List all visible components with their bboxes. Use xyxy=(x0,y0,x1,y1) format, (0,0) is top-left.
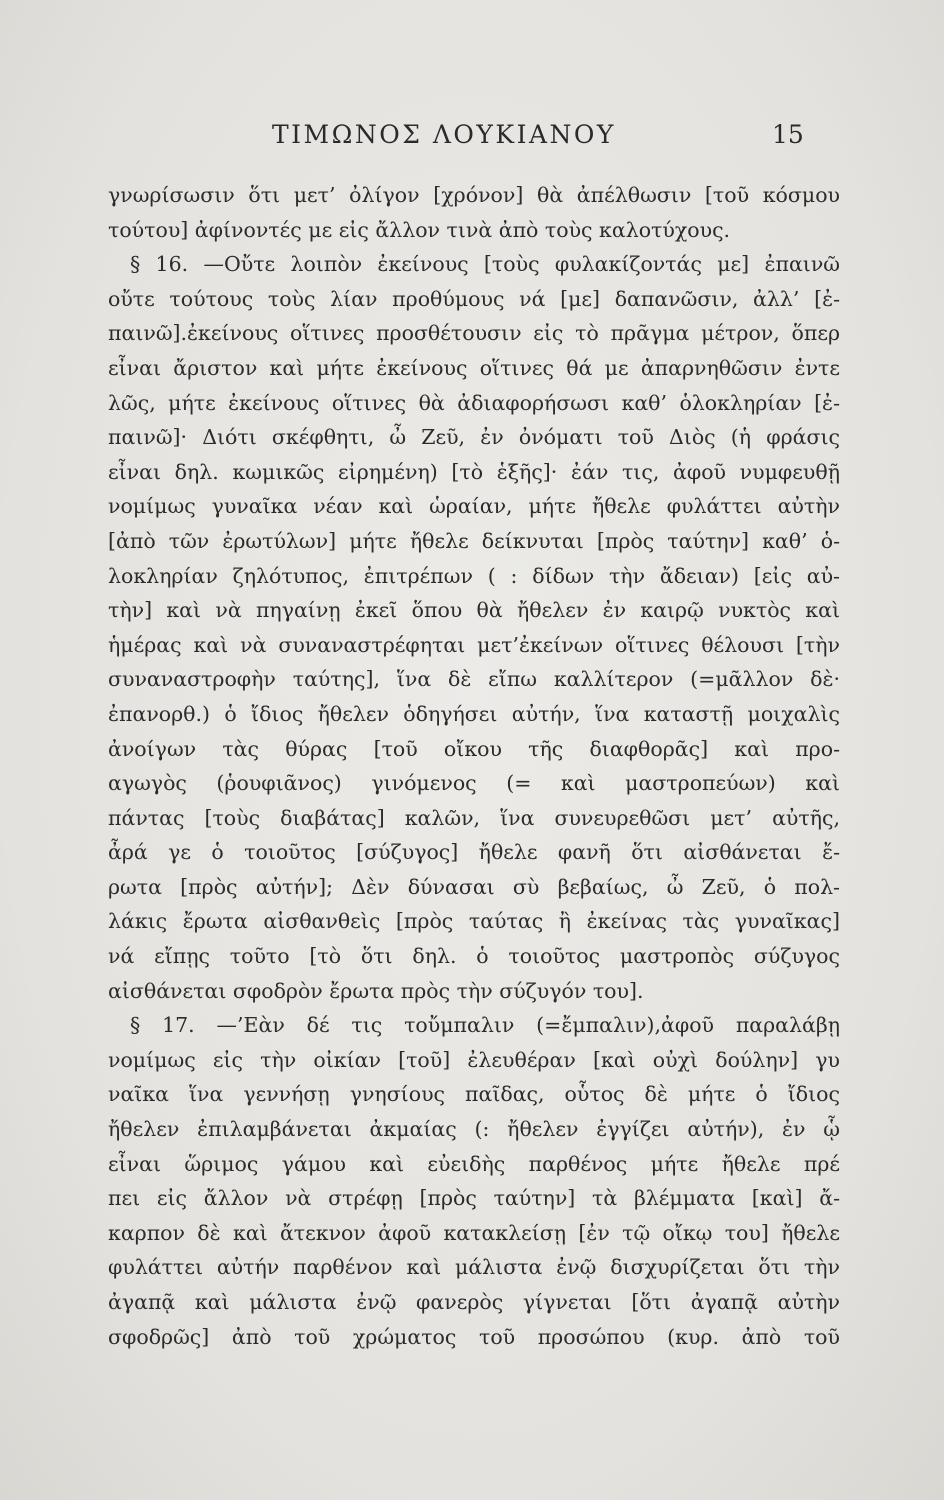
text-line: συναναστροφὴν ταύτης], ἵνα δὲ εἴπω καλλίτερον (=μᾶλλον δὲ· xyxy=(108,667,840,692)
text-line: λοκληρίαν ζηλότυπος, ἐπιτρέπων ( : δίδων τὴν ἄδειαν) [εἰς αὐ- xyxy=(108,563,840,588)
text-line: καρπον δὲ καὶ ἄτεκνον ἀφοῦ κατακλείσῃ [ἐν τῷ οἴκῳ του] ἤθελε xyxy=(108,1220,840,1245)
text-line: ἀνοίγων τὰς θύρας [τοῦ οἴκου τῆς διαφθορᾶς] καὶ προ- xyxy=(108,736,840,761)
text-line: ναῖκα ἵνα γεννήσῃ γνησίους παῖδας, οὗτος δὲ μήτε ὁ ἴδιος xyxy=(108,1082,840,1107)
text-line: ἀγαπᾷ καὶ μάλιστα ἐνῷ φανερὸς γίγνεται [ὅτι ἀγαπᾷ αὐτὴν xyxy=(108,1290,840,1314)
text-line: ἤθελεν ἐπιλαμβάνεται ἀκμαίας (: ἤθελεν ἐγγίζει αὐτήν), ἐν ᾧ xyxy=(108,1117,840,1142)
text-line: φυλάττει αὐτήν παρθένον καὶ μάλιστα ἐνῷ δισχυρίζεται ὅτι τὴν xyxy=(108,1255,840,1280)
text-line: νομίμως γυναῖκα νέαν καὶ ὡραίαν, μήτε ἤθελε φυλάττει αὐτὴν xyxy=(108,494,840,519)
page-header xyxy=(0,118,944,158)
text-line: ἡμέρας καὶ νὰ συναναστρέφηται μετ’ἐκείνων οἵτινες θέλουσι [τὴν xyxy=(108,632,840,657)
text-line: πει εἰς ἄλλον νὰ στρέφῃ [πρὸς ταύτην] τὰ βλέμματα [καὶ] ἄ- xyxy=(108,1186,840,1211)
text-line: § 16. —Οὔτε λοιπὸν ἐκείνους [τοὺς φυλακίζοντάς με] ἐπαινῶ xyxy=(130,252,840,277)
text-line: τὴν] καὶ νὰ πηγαίνῃ ἐκεῖ ὅπου θὰ ἤθελεν ἐν καιρῷ νυκτὸς καὶ xyxy=(108,598,840,623)
text-line: § 17. —’Εὰν δέ τις τοὔμπαλιν (=ἔμπαλιν),ἀφοῦ παραλάβῃ xyxy=(130,1013,840,1038)
text-line: γνωρίσωσιν ὅτι μετ’ ὀλίγον [χρόνον] θὰ ἀπέλθωσιν [τοῦ κόσμου xyxy=(108,183,840,207)
text-line: αγωγὸς (ῥουφιᾶνος) γινόμενος (= καὶ μαστροπεύων) καὶ xyxy=(108,771,840,796)
text-line: τούτου] ἀφίνοντές με εἰς ἄλλον τινὰ ἀπὸ τοὺς καλοτύχους. xyxy=(108,217,731,242)
text-line: εἶναι ὥριμος γάμου καὶ εὐειδὴς παρθένος μήτε ἤθελε πρέ xyxy=(108,1151,840,1176)
text-line: εἶναι ἄριστον καὶ μήτε ἐκείνους οἵτινες θά με ἀπαρνηθῶσιν ἐντε xyxy=(108,355,840,380)
text-line: ρωτα [πρὸς αὐτήν]; Δὲν δύνασαι σὺ βεβαίως, ὦ Ζεῦ, ὁ πολ- xyxy=(108,874,840,899)
text-line: νά εἴπῃς τοῦτο [τὸ ὅτι δηλ. ὁ τοιοῦτος μαστροπὸς σύζυγος xyxy=(108,944,840,969)
text-line: πάντας [τοὺς διαβάτας] καλῶν, ἵνα συνευρεθῶσι μετ’ αὐτῆς, xyxy=(108,805,840,830)
text-line: σφοδρῶς] ἀπὸ τοῦ χρώματος τοῦ προσώπου (κυρ. ἀπὸ τοῦ xyxy=(108,1324,840,1349)
text-line: λῶς, μήτε ἐκείνους οἵτινες θὰ ἀδιαφορήσωσι καθ’ ὁλοκληρίαν [ἐ- xyxy=(108,390,840,415)
text-line: οὔτε τούτους τοὺς λίαν προθύμους νά [με] δαπανῶσιν, ἀλλ’ [ἐ- xyxy=(108,286,840,311)
text-line: λάκις ἔρωτα αἰσθανθεὶς [πρὸς ταύτας ἢ ἐκείνας τὰς γυναῖκας] xyxy=(108,909,840,934)
text-line: παινῶ].ἐκείνους οἵτινες προσθέτουσιν εἰς τὸ πρᾶγμα μέτρον, ὅπερ xyxy=(108,321,840,346)
text-line: αἰσθάνεται σφοδρὸν ἔρωτα πρὸς τὴν σύζυγόν του]. xyxy=(108,978,644,1003)
text-line: νομίμως εἰς τὴν οἰκίαν [τοῦ] ἐλευθέραν [καὶ οὐχὶ δούλην] γυ xyxy=(108,1047,840,1072)
body-text xyxy=(108,178,840,1354)
text-line: [ἀπὸ τῶν ἐρωτύλων] μήτε ἤθελε δείκνυται [πρὸς ταύτην] καθ’ ὁ- xyxy=(108,528,840,553)
text-line: εἶναι δηλ. κωμικῶς εἰρημένη) [τὸ ἑξῆς]· ἐάν τις, ἀφοῦ νυμφευθῇ xyxy=(108,459,840,484)
text-line: ἆρά γε ὁ τοιοῦτος [σύζυγος] ἤθελε φανῆ ὅτι αἰσθάνεται ἔ- xyxy=(108,840,840,865)
running-title: ΤΙΜΩΝΟΣ ΛΟΥΚΙΑΝΟΥ xyxy=(272,120,616,149)
page-number: 15 xyxy=(772,120,804,149)
text-line: παινῶ]· Διότι σκέφθητι, ὦ Ζεῦ, ἐν ὀνόματι τοῦ Διὸς (ἡ φράσις xyxy=(108,425,840,450)
text-line: ἐπανορθ.) ὁ ἴδιος ἤθελεν ὁδηγήσει αὐτήν, ἵνα καταστῇ μοιχαλὶς xyxy=(108,701,840,726)
